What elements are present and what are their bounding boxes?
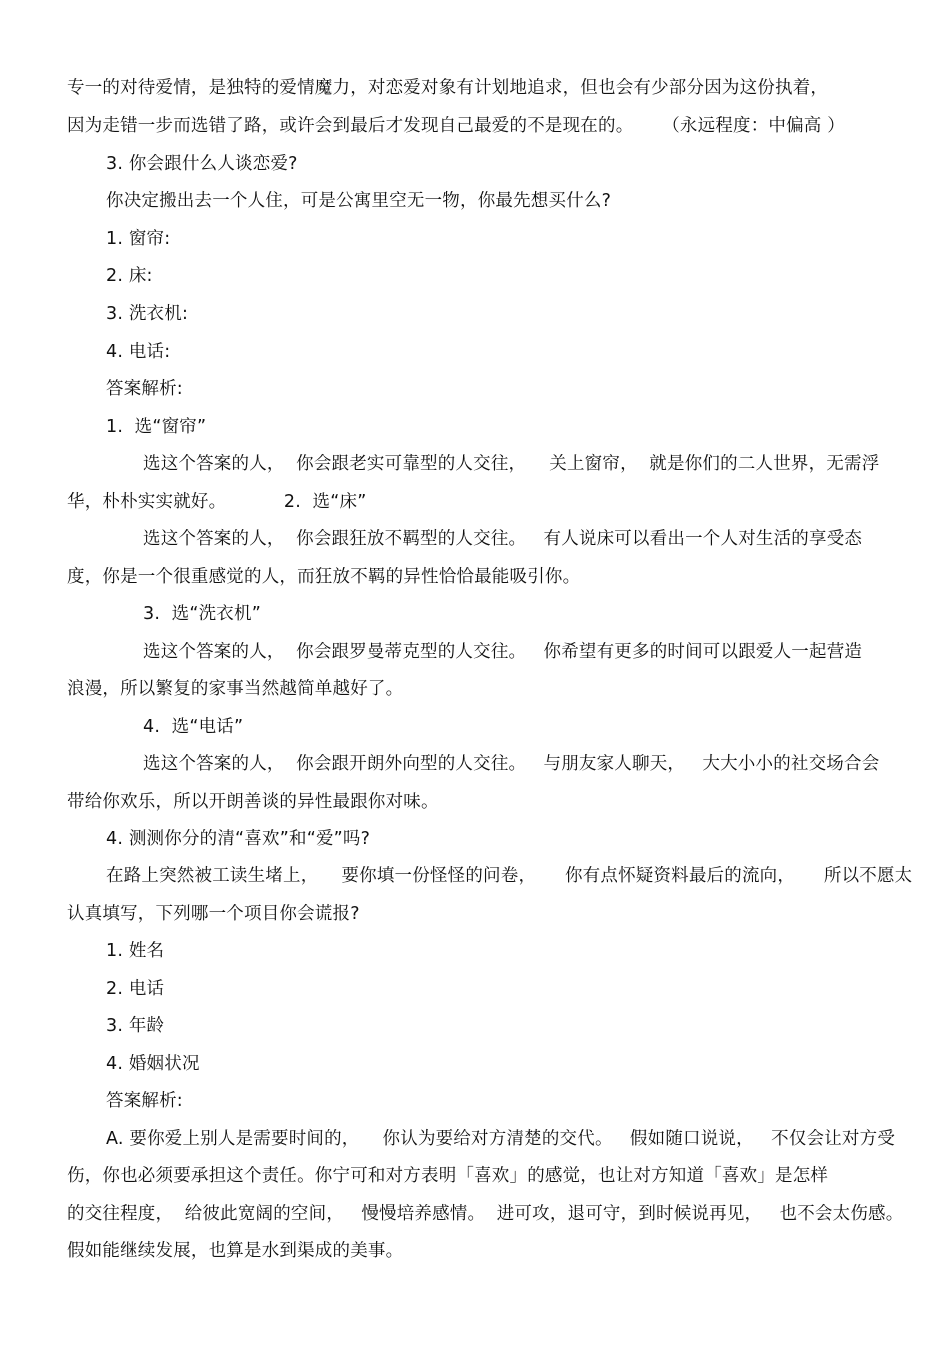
paragraph-line: 假如能继续发展，也算是水到渠成的美事。 [67, 1241, 404, 1261]
answer-heading: 答案解析: [106, 379, 183, 399]
question-heading: 4. 测测你分的清“喜欢”和“爱”吗? [106, 829, 371, 849]
paragraph-line: 选这个答案的人， 你会跟老实可靠型的人交往， 关上窗帘， 就是你们的二人世界，无需浮 [143, 454, 880, 474]
answer-heading: 答案解析: [106, 1091, 183, 1111]
paragraph-line: 华，朴朴实实就好。 2. 选“床” [67, 492, 367, 512]
option-item: 4. 电话: [106, 342, 171, 362]
paragraph-line: 带给你欢乐，所以开朗善谈的异性最跟你对味。 [67, 792, 439, 812]
option-item: 2. 电话 [106, 979, 165, 999]
paragraph-line: 浪漫，所以繁复的家事当然越简单越好了。 [67, 679, 404, 699]
paragraph-line: A. 要你爱上别人是需要时间的， 你认为要给对方清楚的交代。 假如随口说说， 不仅会让对方受 [106, 1129, 896, 1149]
option-item: 1. 窗帘: [106, 229, 171, 249]
paragraph-line: 伤，你也必须要承担这个责任。你宁可和对方表明「喜欢」的感觉，也让对方知道「喜欢」是怎样 [67, 1166, 829, 1186]
question-text: 认真填写，下列哪一个项目你会谎报? [67, 904, 360, 924]
answer-option-heading: 3. 选“洗衣机” [143, 604, 261, 624]
answer-option-heading: 1. 选“窗帘” [106, 417, 207, 437]
paragraph-line: 因为走错一步而选错了路，或许会到最后才发现自己最爱的不是现在的。 （永远程度：中偏高 ） [67, 116, 845, 136]
paragraph-line: 的交往程度， 给彼此宽阔的空间， 慢慢培养感情。 进可攻，退可守，到时候说再见， 也不会太伤感。 [67, 1204, 904, 1224]
question-text: 在路上突然被工读生堵上， 要你填一份怪怪的问卷， 你有点怀疑资料最后的流向， 所以不愿太 [106, 866, 913, 886]
paragraph-line: 选这个答案的人， 你会跟狂放不羁型的人交往。 有人说床可以看出一个人对生活的享受态 [143, 529, 863, 549]
answer-option-heading: 4. 选“电话” [143, 717, 244, 737]
question-heading: 3. 你会跟什么人谈恋爱? [106, 154, 298, 174]
paragraph-line: 度，你是一个很重感觉的人，而狂放不羁的异性恰恰最能吸引你。 [67, 567, 581, 587]
paragraph-line: 选这个答案的人， 你会跟开朗外向型的人交往。 与朋友家人聊天， 大大小小的社交场合会 [143, 754, 880, 774]
question-text: 你决定搬出去一个人住，可是公寓里空无一物，你最先想买什么? [106, 191, 612, 211]
option-item: 4. 婚姻状况 [106, 1054, 200, 1074]
option-item: 1. 姓名 [106, 941, 165, 961]
option-item: 2. 床: [106, 266, 153, 286]
paragraph-line: 选这个答案的人， 你会跟罗曼蒂克型的人交往。 你希望有更多的时间可以跟爱人一起营造 [143, 642, 863, 662]
paragraph-line: 专一的对待爱情，是独特的爱情魔力，对恋爱对象有计划地追求，但也会有少部分因为这份执着， [67, 78, 829, 98]
option-item: 3. 年龄 [106, 1016, 165, 1036]
option-item: 3. 洗衣机: [106, 304, 189, 324]
